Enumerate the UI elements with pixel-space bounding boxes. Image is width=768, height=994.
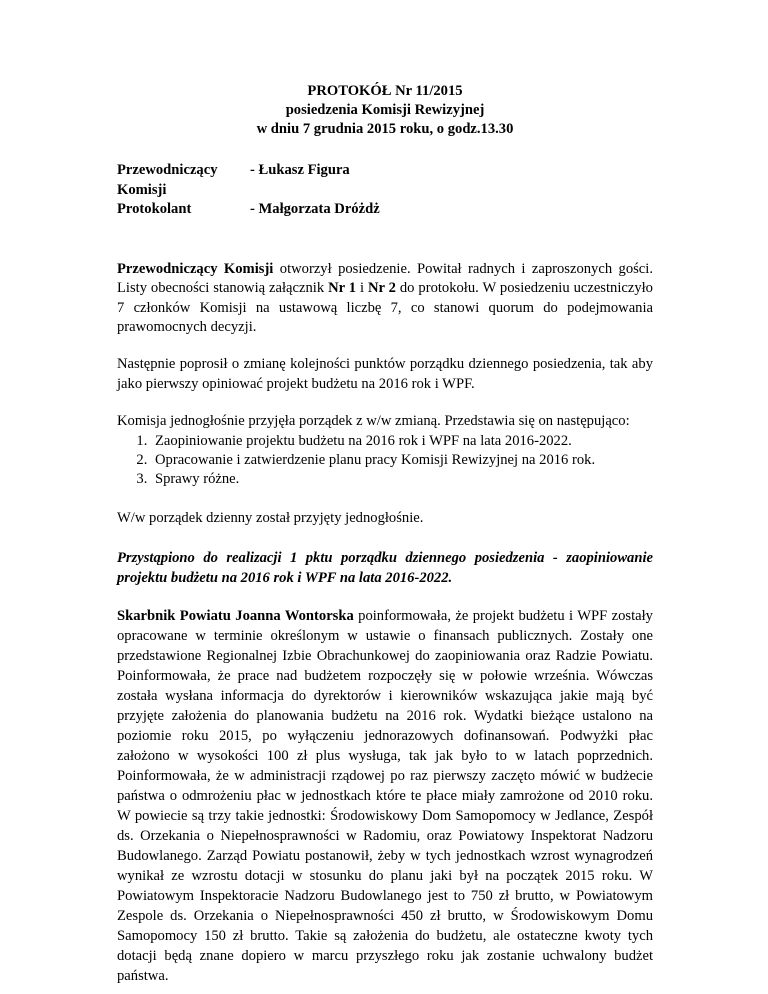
- role-recorder: [117, 200, 653, 220]
- agenda-intro: Komisja jednogłośnie przyjęła porządek z w/w zmianą. Przedstawia się on następująco:: [117, 413, 630, 430]
- order-change-paragraph: Następnie poprosił o zmianę kolejności punktów porządku dziennego posiedzenia, tak aby jako pierwszy opiniować projekt budżetu na 2016 rok i WPF.: [117, 356, 653, 392]
- document-page: [117, 82, 653, 986]
- role-label: Protokolant: [117, 201, 192, 218]
- roles-block: [117, 161, 653, 220]
- protocol-title: PROTOKÓŁ Nr 11/2015: [307, 83, 463, 99]
- agenda-item: 2. Opracowanie i zatwierdzenie planu pracy Komisji Rewizyjnej na 2016 rok.: [151, 451, 653, 470]
- role-value: - Małgorzata Dróżdż: [250, 201, 380, 218]
- paragraph-lead: Skarbnik Powiatu Joanna Wontorska: [117, 608, 354, 625]
- document-title-block: [117, 82, 653, 139]
- paragraph-text: i: [356, 280, 368, 297]
- paragraph-text: otworzył posiedzenie. Powitał radnych i zaproszonych gości. Listy obecności stanowią załącznik: [117, 260, 653, 297]
- agenda-accepted-paragraph: W/w porządek dzienny został przyjęty jednogłośnie.: [117, 509, 424, 526]
- paragraph-text: poinformowała, że projekt budżetu i WPF zostały opracowane w terminie określonym w ustawie o finansach publicznych. Zostały one przedstawione Regionalnej Izbie Obrachunkowej do zaopiniowania oraz Radzie Powiatu. Poinformowała, że prace nad budżetem rozpoczęły się w połowie września. Wówczas została wysłana informacja do dyrektorów i kierowników wskazująca jakie mają być przyjęte założenia do planowania budżetu na 2016 rok. Wydatki bieżące ustalono na poziomie roku 2015, po wyłączeniu jednorazowych dofinansowań. Podwyżki płac założono w wysokości 100 zł plus wysługa, tak jak było to w latach poprzednich. Poinformowała, że w administracji rządowej po raz pierwszy zaczęto mówić w budżecie państwa o odmrożeniu płac w jednostkach które te płace miały zamrożone od 2010 roku. W powiecie są trzy takie jednostki: Środowiskowy Dom Samopomocy w Jedlance, Zespół ds. Orzekania o Niepełnosprawności w Radomiu, oraz Powiatowy Inspektorat Nadzoru Budowlanego. Zarząd Powiatu postanowił, żeby w tych jednostkach wzrost wynagrodzeń wynikał ze wzrostu dotacji w stosunku do planu jaki był na początek 2015 roku. W Powiatowym Inspektoracie Nadzoru Budowlanego jest to 750 zł brutto, w Powiatowym Zespole ds. Orzekania o Niepełnosprawności 450 zł brutto, w Środowiskowym Domu Samopomocy 150 zł brutto. Takie są założenia do budżetu, ale ostateczne kwoty tych dotacji będą znane dopiero w marcu przyszłego roku jak zostanie uchwalony budżet państwa.: [117, 608, 653, 985]
- section-heading: Przystąpiono do realizacji 1 pktu porządku dziennego posiedzenia - zaopiniowanie projektu budżetu na 2016 rok i WPF na lata 2016-2022.: [117, 550, 653, 587]
- treasurer-paragraph: [117, 606, 653, 986]
- attachment-ref: Nr 2: [367, 280, 396, 297]
- attachment-ref: Nr 1: [328, 280, 357, 297]
- protocol-subtitle: posiedzenia Komisji Rewizyjnej: [285, 102, 485, 118]
- role-label: Przewodniczący Komisji: [117, 162, 218, 198]
- agenda-item: 3. Sprawy różne.: [151, 470, 653, 489]
- agenda-item: 1. Zaopiniowanie projektu budżetu na 2016 rok i WPF na lata 2016-2022.: [151, 432, 653, 451]
- protocol-date: w dniu 7 grudnia 2015 roku, o godz.13.30: [256, 121, 514, 137]
- role-chairman: [117, 161, 653, 200]
- role-value: - Łukasz Figura: [250, 162, 350, 178]
- paragraph-text: do protokołu. W posiedzeniu uczestniczyło 7 członków Komisji na ustawową liczbę 7, co stanowi quorum do podejmowania prawomocnych decyzji.: [117, 280, 653, 335]
- paragraph-lead: Przewodniczący Komisji: [117, 260, 274, 277]
- opening-paragraph: [117, 260, 653, 338]
- agenda-list: [117, 432, 653, 490]
